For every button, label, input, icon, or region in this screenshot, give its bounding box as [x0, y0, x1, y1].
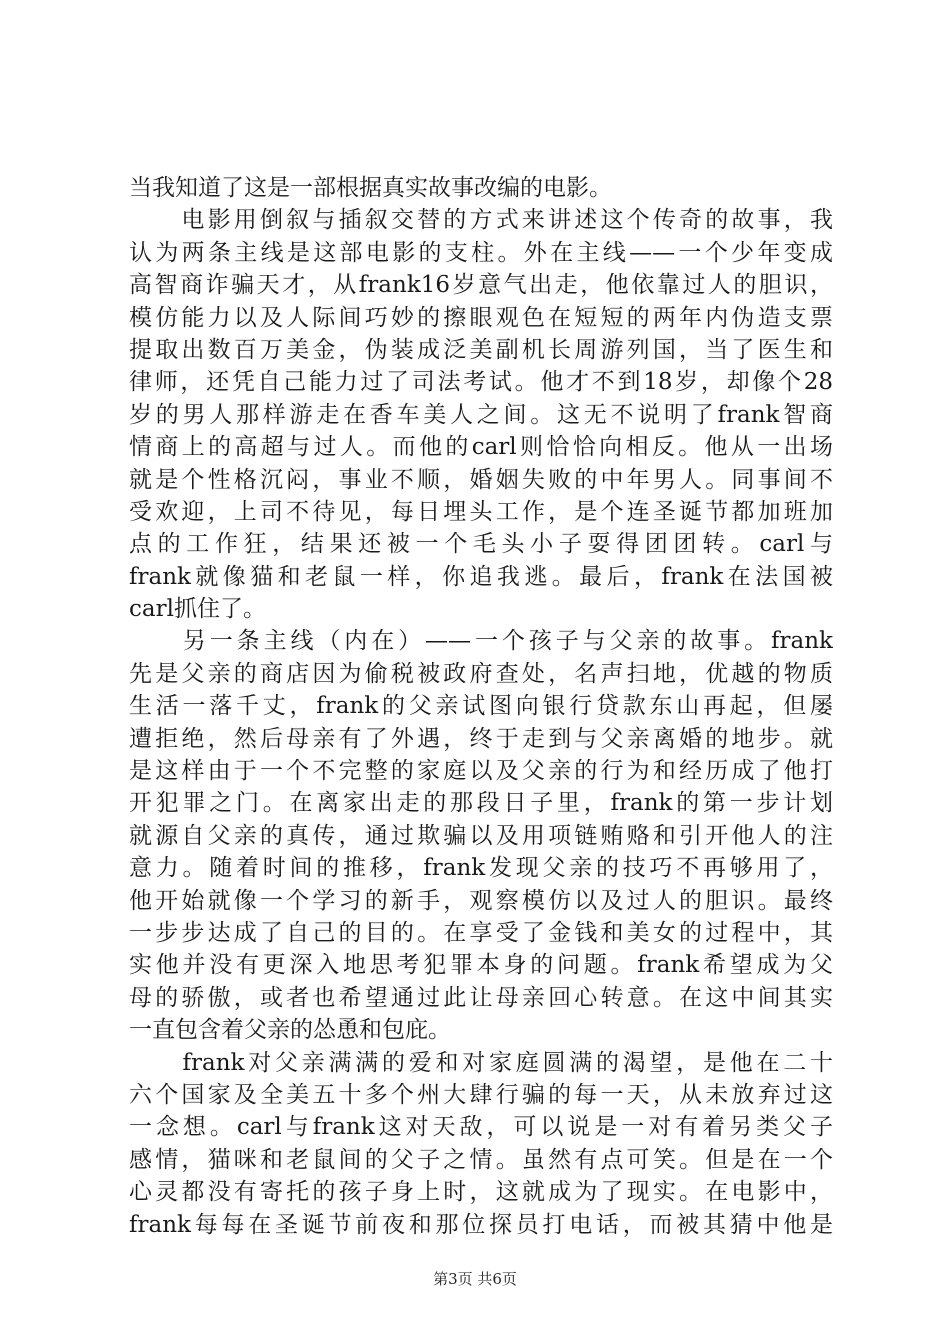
text-line: 是这样由于一个不完整的家庭以及父亲的行为和经历成了他打: [129, 758, 833, 785]
text-line: 就源自父亲的真传，通过欺骗以及用项链贿赂和引开他人的注: [129, 822, 833, 849]
text-line: 母的骄傲，或者也希望通过此让母亲回心转意。在这中间其实: [129, 984, 833, 1011]
text-line: 先是父亲的商店因为偷税被政府查处，名声扫地，优越的物质: [129, 660, 833, 687]
text-line: frank对父亲满满的爱和对家庭圆满的渴望，是他在二十: [129, 1049, 833, 1076]
text-line: 生活一落千丈，frank的父亲试图向银行贷款东山再起，但屡: [129, 693, 833, 720]
text-line: 当我知道了这是一部根据真实故事改编的电影。: [129, 175, 612, 201]
text-line: 就是个性格沉闷，事业不顺，婚姻失败的中年男人。同事间不: [129, 466, 833, 493]
text-line: frank每每在圣诞节前夜和那位探员打电话，而被其猜中他是: [129, 1211, 833, 1238]
text-line: 遭拒绝，然后母亲有了外遇，终于走到与父亲离婚的地步。就: [129, 725, 833, 752]
text-line: 实他并没有更深入地思考犯罪本身的问题。frank希望成为父: [129, 952, 833, 979]
text-line: 认为两条主线是这部电影的支柱。外在主线——一个少年变成: [129, 239, 833, 266]
text-line: 一念想。carl与frank这对天敌，可以说是一对有着另类父子: [129, 1114, 833, 1141]
text-line: 一步步达成了自己的目的。在享受了金钱和美女的过程中，其: [129, 919, 833, 946]
text-line: 岁的男人那样游走在香车美人之间。这无不说明了frank智商: [129, 401, 833, 428]
text-line: 另一条主线（内在）——一个孩子与父亲的故事。frank: [129, 628, 833, 655]
text-line: carl抓住了。: [129, 596, 266, 623]
text-line: 开犯罪之门。在离家出走的那段日子里，frank的第一步计划: [129, 790, 833, 817]
text-line: 受欢迎，上司不待见，每日埋头工作，是个连圣诞节都加班加: [129, 498, 833, 525]
text-line: 感情，猫咪和老鼠间的父子之情。虽然有点可笑。但是在一个: [129, 1146, 833, 1173]
text-line: 一直包含着父亲的怂恿和包庇。: [129, 1017, 451, 1044]
text-line: 点的工作狂，结果还被一个毛头小子耍得团团转。carl与: [129, 531, 833, 558]
text-line: 六个国家及全美五十多个州大肆行骗的每一天，从未放弃过这: [129, 1081, 833, 1108]
text-line: 高智商诈骗天才，从frank16岁意气出走，他依靠过人的胆识，: [129, 272, 833, 299]
text-line: 提取出数百万美金，伪装成泛美副机长周游列国，当了医生和: [129, 336, 833, 363]
text-line: 意力。随着时间的推移，frank发现父亲的技巧不再够用了，: [129, 855, 833, 882]
text-line: frank就像猫和老鼠一样，你追我逃。最后，frank在法国被: [129, 563, 833, 590]
document-body: [129, 172, 833, 1241]
text-line: 律师，还凭自己能力过了司法考试。他才不到18岁，却像个28: [129, 369, 833, 396]
text-line: 心灵都没有寄托的孩子身上时，这就成为了现实。在电影中，: [129, 1179, 833, 1206]
text-line: 他开始就像一个学习的新手，观察模仿以及过人的胆识。最终: [129, 887, 833, 914]
text-line: 模仿能力以及人际间巧妙的擦眼观色在短短的两年内伪造支票: [129, 304, 833, 331]
page-footer: 第3页 共6页: [433, 1270, 517, 1288]
text-line: 情商上的高超与过人。而他的carl则恰恰向相反。他从一出场: [129, 434, 833, 461]
text-line: 电影用倒叙与插叙交替的方式来讲述这个传奇的故事，我: [129, 207, 833, 234]
